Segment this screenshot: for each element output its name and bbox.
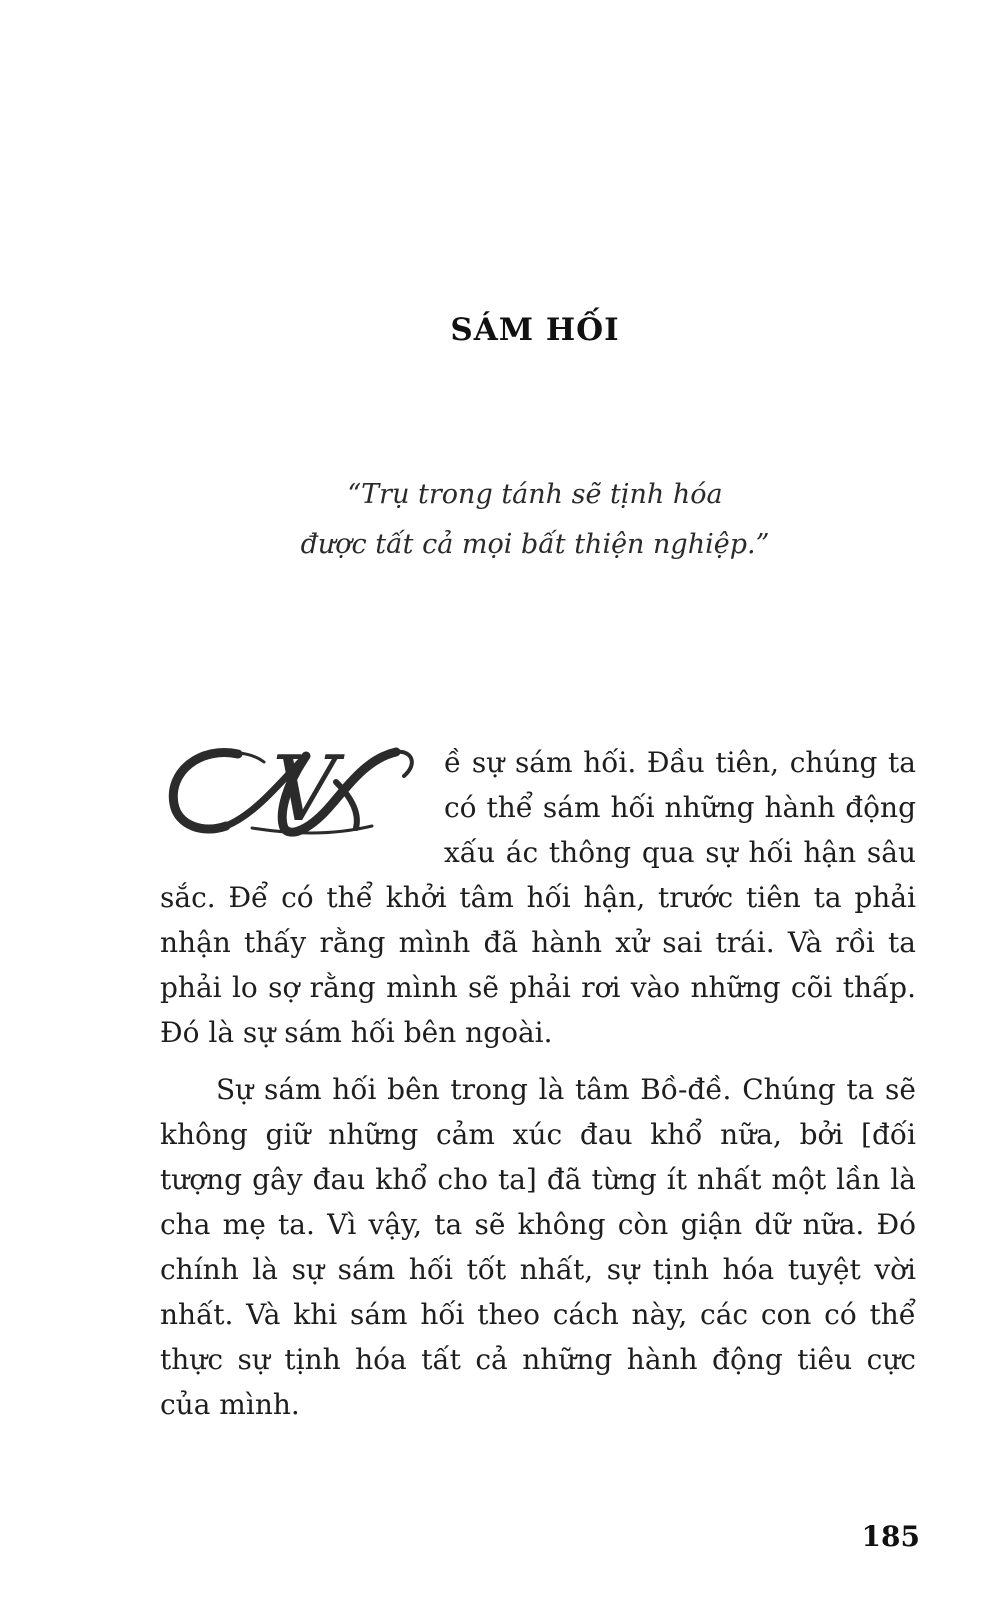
page-number: 185 bbox=[861, 1520, 920, 1553]
drop-cap-letter: V bbox=[272, 742, 337, 842]
epigraph bbox=[0, 470, 1000, 570]
paragraph-1-text: ề sự sám hối. Đầu tiên, chúng ta có thể sám hối những hành động xấu ác thông qua sự hối hận sâu sắc. Để có thể khởi tâm hối hận, trước tiên ta phải nhận thấy rằng mình đã hành xử sai trái. Và rồi ta phải lo sợ rằng mình sẽ phải rơi vào những cõi thấp. Đó là sự sám hối bên ngoài. bbox=[160, 746, 916, 1049]
paragraph-1 bbox=[160, 740, 916, 1055]
epigraph-line-2: được tất cả mọi bất thiện nghiệp.” bbox=[300, 529, 770, 560]
drop-cap-ornament bbox=[160, 742, 430, 842]
paragraph-2: Sự sám hối bên trong là tâm Bồ-đề. Chúng ta sẽ không giữ những cảm xúc đau khổ nữa, bởi [đối tượng gây đau khổ cho ta] đã từng ít nhất một lần là cha mẹ ta. Vì vậy, ta sẽ không còn giận dữ nữa. Đó chính là sự sám hối tốt nhất, sự tịnh hóa tuyệt vời nhất. Và khi sám hối theo cách này, các con có thể thực sự tịnh hóa tất cả những hành động tiêu cực của mình. bbox=[160, 1073, 916, 1421]
body-text bbox=[160, 740, 916, 1427]
epigraph-line-1: “Trụ trong tánh sẽ tịnh hóa bbox=[347, 479, 723, 510]
chapter-title: SÁM HỐI bbox=[450, 312, 620, 348]
